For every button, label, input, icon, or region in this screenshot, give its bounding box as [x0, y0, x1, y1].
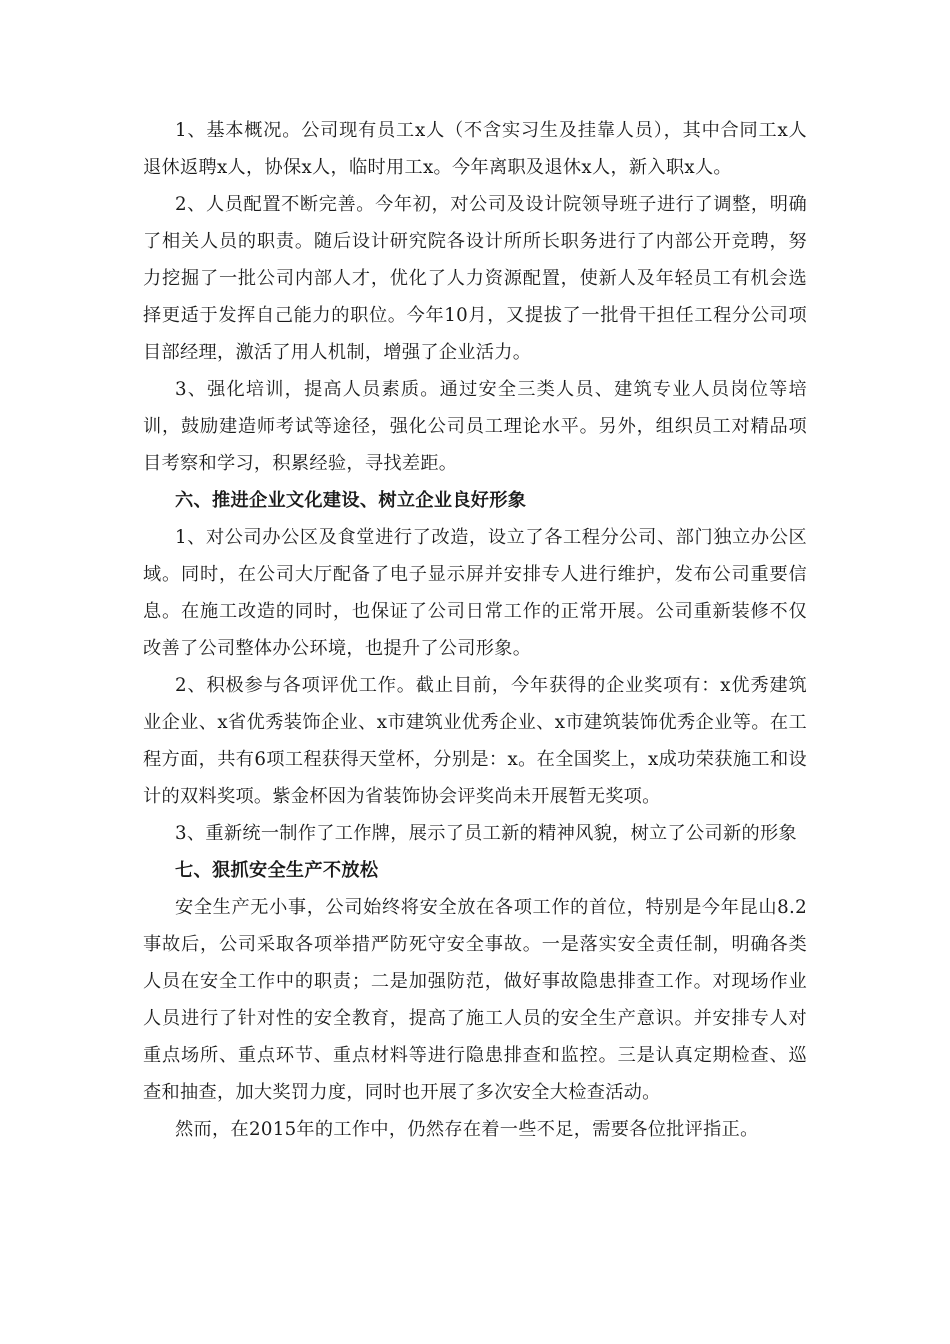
document-page [143, 112, 807, 1148]
paragraph-office-renovation: 1、对公司办公区及食堂进行了改造，设立了各工程分公司、部门独立办公区域。同时，在公司大厅配备了电子显示屏并安排专人进行维护，发布公司重要信息。在施工改造的同时，也保证了公司日常工作的正常开展。公司重新装修不仅改善了公司整体办公环境，也提升了公司形象。 [143, 527, 807, 659]
paragraph-awards: 2、积极参与各项评优工作。截止目前，今年获得的企业奖项有：x优秀建筑业企业、x省优秀装饰企业、x市建筑业优秀企业、x市建筑装饰优秀企业等。在工程方面，共有6项工程获得天堂杯，分别是：x。在全国奖上，x成功荣获施工和设计的双料奖项。紫金杯因为省装饰协会评奖尚未开展暂无奖项。 [143, 675, 807, 807]
paragraph-conclusion: 然而，在2015年的工作中，仍然存在着一些不足，需要各位批评指正。 [175, 1119, 759, 1140]
paragraph-work-badges: 3、重新统一制作了工作牌，展示了员工新的精神风貌，树立了公司新的形象 [175, 823, 797, 844]
section-heading-safety: 七、狠抓安全生产不放松 [175, 860, 379, 881]
paragraph-safety-production: 安全生产无小事，公司始终将安全放在各项工作的首位，特别是今年昆山8.2事故后，公司采取各项举措严防死守安全事故。一是落实安全责任制，明确各类人员在安全工作中的职责；二是加强防范，做好事故隐患排查工作。对现场作业人员进行了针对性的安全教育，提高了施工人员的安全生产意识。并安排专人对重点场所、重点环节、重点材料等进行隐患排查和监控。三是认真定期检查、巡查和抽查，加大奖罚力度，同时也开展了多次安全大检查活动。 [143, 897, 807, 1103]
paragraph-basic-overview: 1、基本概况。公司现有员工x人（不含实习生及挂靠人员），其中合同工x人退休返聘x人，协保x人，临时用工x。今年离职及退休x人，新入职x人。 [143, 120, 807, 178]
paragraph-staffing-improvement: 2、人员配置不断完善。今年初，对公司及设计院领导班子进行了调整，明确了相关人员的职责。随后设计研究院各设计所所长职务进行了内部公开竞聘，努力挖掘了一批公司内部人才，优化了人力资源配置，使新人及年轻员工有机会选择更适于发挥自己能力的职位。今年10月，又提拔了一批骨干担任工程分公司项目部经理，激活了用人机制，增强了企业活力。 [143, 194, 807, 363]
paragraph-training: 3、强化培训，提高人员素质。通过安全三类人员、建筑专业人员岗位等培训，鼓励建造师考试等途径，强化公司员工理论水平。另外，组织员工对精品项目考察和学习，积累经验，寻找差距。 [143, 379, 807, 474]
section-heading-culture: 六、推进企业文化建设、树立企业良好形象 [175, 490, 527, 511]
